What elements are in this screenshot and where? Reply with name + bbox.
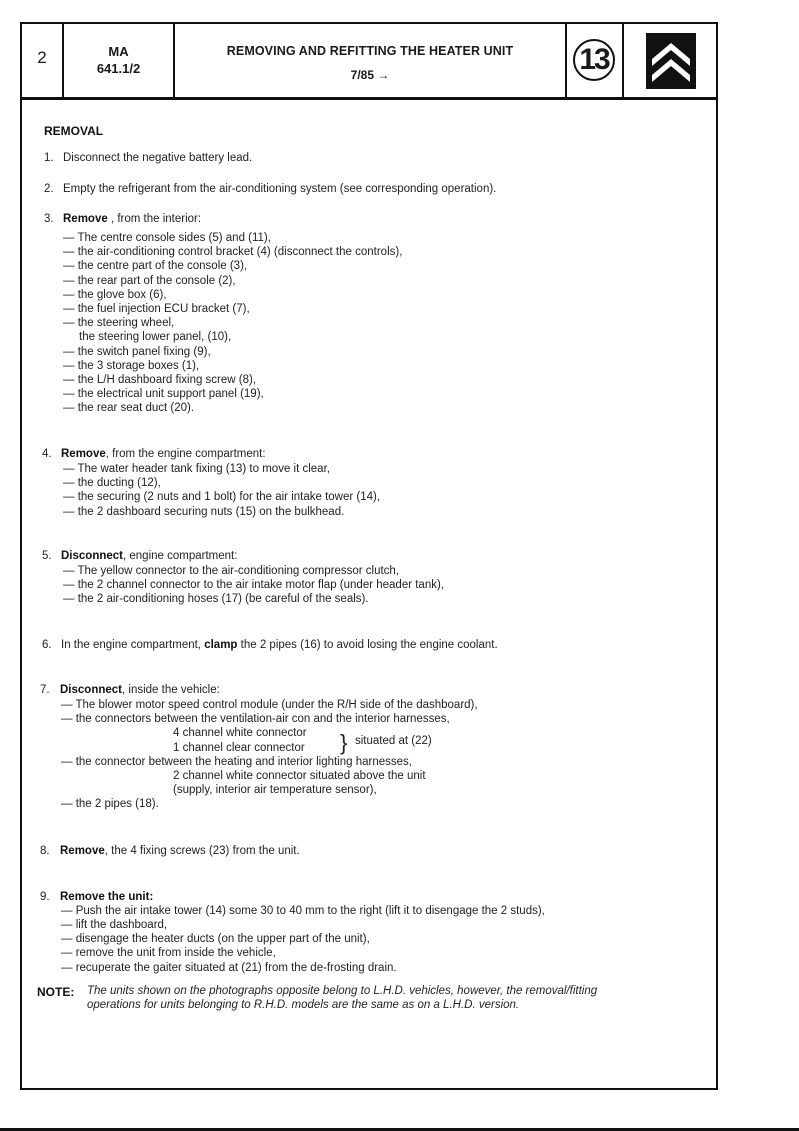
list-item: — the switch panel fixing (9),	[63, 346, 211, 358]
list-item: — the 2 air-conditioning hoses (17) (be careful of the seals).	[63, 593, 369, 605]
step-heading	[60, 684, 220, 696]
list-item: — the fuel injection ECU bracket (7),	[63, 303, 250, 315]
step-heading-rest: , from the interior:	[107, 213, 202, 225]
step-heading	[61, 448, 266, 460]
list-item: — the connector between the heating and interior lighting harnesses,	[61, 756, 412, 768]
step-heading: Remove the unit:	[60, 891, 154, 903]
step-number: 4.	[42, 448, 52, 460]
connector-label: 1 channel clear connector	[173, 742, 305, 754]
step-action: Remove	[60, 845, 105, 857]
list-item: — the securing (2 nuts and 1 bolt) for the air intake tower (14),	[63, 491, 381, 503]
note-text-line2: operations for units belonging to R.H.D. models are the same as on a L.H.D. version.	[87, 999, 520, 1011]
step-number: 3.	[44, 213, 54, 225]
connector-label: (supply, interior air temperature sensor),	[173, 784, 377, 796]
step-number: 2.	[44, 183, 54, 195]
step-heading	[61, 550, 237, 562]
list-item: — the rear seat duct (20).	[63, 402, 195, 414]
manual-code-line2: 641.1/2	[96, 61, 141, 76]
list-item: — the air-conditioning control bracket (4) (disconnect the controls),	[63, 246, 403, 258]
page-number: 2	[37, 48, 47, 67]
list-item: — the glove box (6),	[63, 289, 167, 301]
list-item: — the ducting (12),	[63, 477, 161, 489]
list-item: — the steering wheel,	[63, 317, 175, 329]
step-text: Empty the refrigerant from the air-conditioning system (see corresponding operation).	[63, 183, 497, 195]
list-item: — the 2 dashboard securing nuts (15) on the bulkhead.	[63, 506, 345, 518]
page-title: REMOVING AND REFITTING THE HEATER UNIT	[226, 44, 514, 58]
step-number: 6.	[42, 639, 52, 651]
step-text-pre: In the engine compartment,	[61, 639, 205, 651]
list-item: — Push the air intake tower (14) some 30 to 40 mm to the right (lift it to disengage the 2 studs),	[61, 905, 545, 917]
step-heading-rest: , from the engine compartment:	[105, 448, 266, 460]
list-item: — remove the unit from inside the vehicle,	[61, 947, 276, 959]
step-text-rest: , the 4 fixing screws (23) from the unit.	[104, 845, 300, 857]
step-heading-rest: , inside the vehicle:	[122, 684, 220, 696]
note-label: NOTE:	[37, 985, 75, 999]
list-item: — The yellow connector to the air-conditioning compressor clutch,	[63, 565, 400, 577]
step-heading	[63, 213, 201, 225]
note-text-line1: The units shown on the photographs opposite belong to L.H.D. vehicles, however, the removal/fitting	[87, 985, 598, 997]
list-item: — lift the dashboard,	[61, 919, 168, 931]
connector-location: situated at (22)	[355, 735, 432, 747]
step-number: 8.	[40, 845, 50, 857]
list-item: — the centre part of the console (3),	[63, 260, 248, 272]
manual-code-line1: MA	[108, 44, 129, 59]
step-number: 5.	[42, 550, 52, 562]
list-item: — the electrical unit support panel (19),	[63, 388, 264, 400]
step-action: Remove	[61, 448, 106, 460]
step-heading-rest: , engine compartment:	[123, 550, 238, 562]
step-action: Disconnect	[61, 550, 123, 562]
step-text	[61, 639, 498, 651]
list-item: — The water header tank fixing (13) to move it clear,	[63, 463, 330, 475]
step-number: 7.	[40, 684, 50, 696]
section-heading: REMOVAL	[44, 124, 104, 138]
step-text	[60, 845, 300, 857]
step-action: clamp	[204, 639, 238, 651]
connector-label: 4 channel white connector	[173, 727, 307, 739]
step-action: Disconnect	[60, 684, 122, 696]
list-item: — the 2 channel connector to the air intake motor flap (under header tank),	[63, 579, 444, 591]
list-item: — the 2 pipes (18).	[61, 798, 159, 810]
brace-symbol: }	[340, 730, 348, 755]
list-item: the steering lower panel, (10),	[79, 331, 232, 343]
operation-number: 13	[573, 39, 615, 81]
list-item: — the rear part of the console (2),	[63, 275, 236, 287]
list-item: — The blower motor speed control module (under the R/H side of the dashboard),	[61, 699, 478, 711]
step-number: 9.	[40, 891, 50, 903]
list-item: — The centre console sides (5) and (11),	[63, 232, 271, 244]
list-item: — the L/H dashboard fixing screw (8),	[63, 374, 257, 386]
list-item: — disengage the heater ducts (on the upper part of the unit),	[61, 933, 370, 945]
step-number: 1.	[44, 152, 54, 164]
step-text-rest: the 2 pipes (16) to avoid losing the engine coolant.	[237, 639, 498, 651]
step-text: Disconnect the negative battery lead.	[63, 152, 253, 164]
list-item: — recuperate the gaiter situated at (21) from the de-frosting drain.	[61, 962, 397, 974]
list-item: — the 3 storage boxes (1),	[63, 360, 200, 372]
step-action: Remove	[63, 213, 108, 225]
list-item: — the connectors between the ventilation-air con and the interior harnesses,	[61, 713, 450, 725]
connector-label: 2 channel white connector situated above the unit	[173, 770, 426, 782]
revision-date: 7/85 →	[350, 68, 390, 82]
